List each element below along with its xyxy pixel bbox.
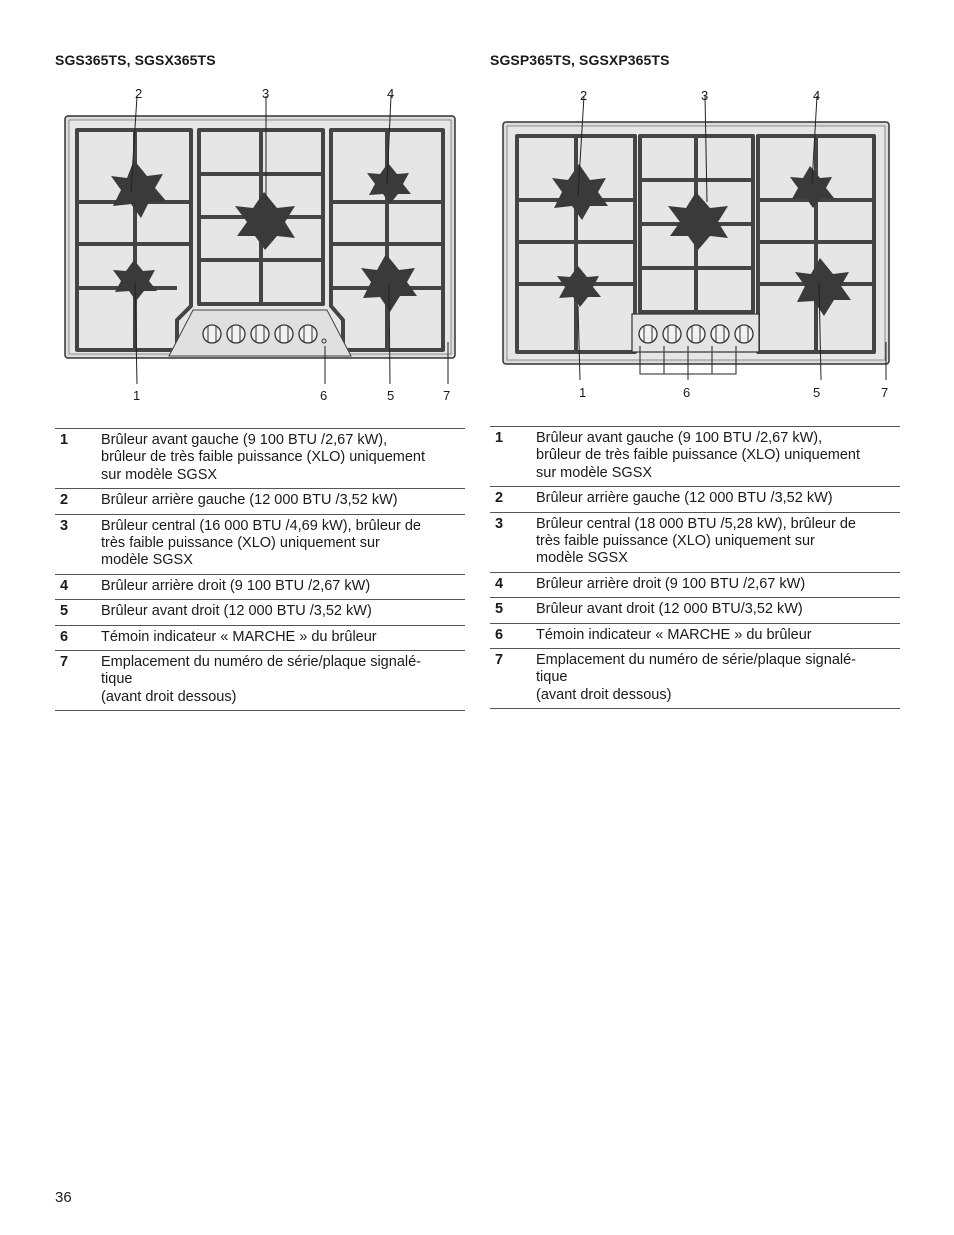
model-title-left: SGS365TS, SGSX365TS <box>55 52 216 68</box>
legend-number: 1 <box>55 429 101 489</box>
legend-number: 2 <box>55 489 101 514</box>
callout-7-left: 7 <box>443 388 451 403</box>
legend-text: Brûleur arrière gauche (12 000 BTU /3,52 kW) <box>101 489 465 514</box>
legend-table-left <box>55 428 465 711</box>
legend-row <box>490 598 900 623</box>
callout-5-left: 5 <box>387 388 395 403</box>
cooktop-diagram-right <box>490 84 900 404</box>
callout-3-right: 3 <box>701 88 709 103</box>
legend-number: 4 <box>55 574 101 599</box>
legend-number: 2 <box>490 487 536 512</box>
legend-number: 6 <box>490 623 536 648</box>
legend-row <box>55 429 465 489</box>
callout-5-right: 5 <box>813 385 821 400</box>
legend-number: 6 <box>55 625 101 650</box>
callout-4-left: 4 <box>387 86 395 101</box>
legend-row <box>490 572 900 597</box>
legend-row <box>55 489 465 514</box>
legend-text: Brûleur avant droit (12 000 BTU/3,52 kW) <box>536 598 900 623</box>
legend-row <box>490 487 900 512</box>
legend-text: Brûleur central (18 000 BTU /5,28 kW), brûleur de très faible puissance (XLO) uniquement sur modèle SGSX <box>536 512 900 572</box>
legend-text: Brûleur central (16 000 BTU /4,69 kW), brûleur de très faible puissance (XLO) uniquement sur modèle SGSX <box>101 514 465 574</box>
legend-row <box>55 625 465 650</box>
legend-number: 7 <box>55 651 101 711</box>
legend-text: Brûleur avant gauche (9 100 BTU /2,67 kW), brûleur de très faible puissance (XLO) uniquement sur modèle SGSX <box>101 429 465 489</box>
callout-1-left: 1 <box>133 388 141 403</box>
legend-number: 3 <box>55 514 101 574</box>
legend-row <box>490 427 900 487</box>
callout-4-right: 4 <box>813 88 821 103</box>
legend-row <box>55 574 465 599</box>
legend-row <box>55 600 465 625</box>
legend-text: Brûleur arrière droit (9 100 BTU /2,67 kW) <box>536 572 900 597</box>
callout-3-left: 3 <box>262 86 270 101</box>
legend-row <box>490 512 900 572</box>
legend-number: 5 <box>55 600 101 625</box>
legend-text: Brûleur avant droit (12 000 BTU /3,52 kW) <box>101 600 465 625</box>
legend-number: 7 <box>490 649 536 709</box>
legend-row <box>490 649 900 709</box>
legend-text: Emplacement du numéro de série/plaque signalé- tique (avant droit dessous) <box>101 651 465 711</box>
callout-2-left: 2 <box>135 86 143 101</box>
legend-text: Emplacement du numéro de série/plaque signalé- tique (avant droit dessous) <box>536 649 900 709</box>
callout-7-right: 7 <box>881 385 889 400</box>
callout-6-left: 6 <box>320 388 328 403</box>
cooktop-diagram-left <box>55 84 465 404</box>
legend-text: Brûleur arrière gauche (12 000 BTU /3,52 kW) <box>536 487 900 512</box>
legend-text: Brûleur avant gauche (9 100 BTU /2,67 kW), brûleur de très faible puissance (XLO) uniquement sur modèle SGSX <box>536 427 900 487</box>
legend-number: 3 <box>490 512 536 572</box>
legend-row <box>55 514 465 574</box>
legend-number: 1 <box>490 427 536 487</box>
legend-number: 5 <box>490 598 536 623</box>
legend-text: Témoin indicateur « MARCHE » du brûleur <box>536 623 900 648</box>
page-number: 36 <box>55 1189 72 1206</box>
callout-2-right: 2 <box>580 88 588 103</box>
model-title-right: SGSP365TS, SGSXP365TS <box>490 52 670 68</box>
legend-table-right <box>490 426 900 709</box>
callout-1-right: 1 <box>579 385 587 400</box>
legend-number: 4 <box>490 572 536 597</box>
legend-text: Témoin indicateur « MARCHE » du brûleur <box>101 625 465 650</box>
legend-row <box>490 623 900 648</box>
legend-row <box>55 651 465 711</box>
callout-6-right: 6 <box>683 385 691 400</box>
legend-text: Brûleur arrière droit (9 100 BTU /2,67 kW) <box>101 574 465 599</box>
